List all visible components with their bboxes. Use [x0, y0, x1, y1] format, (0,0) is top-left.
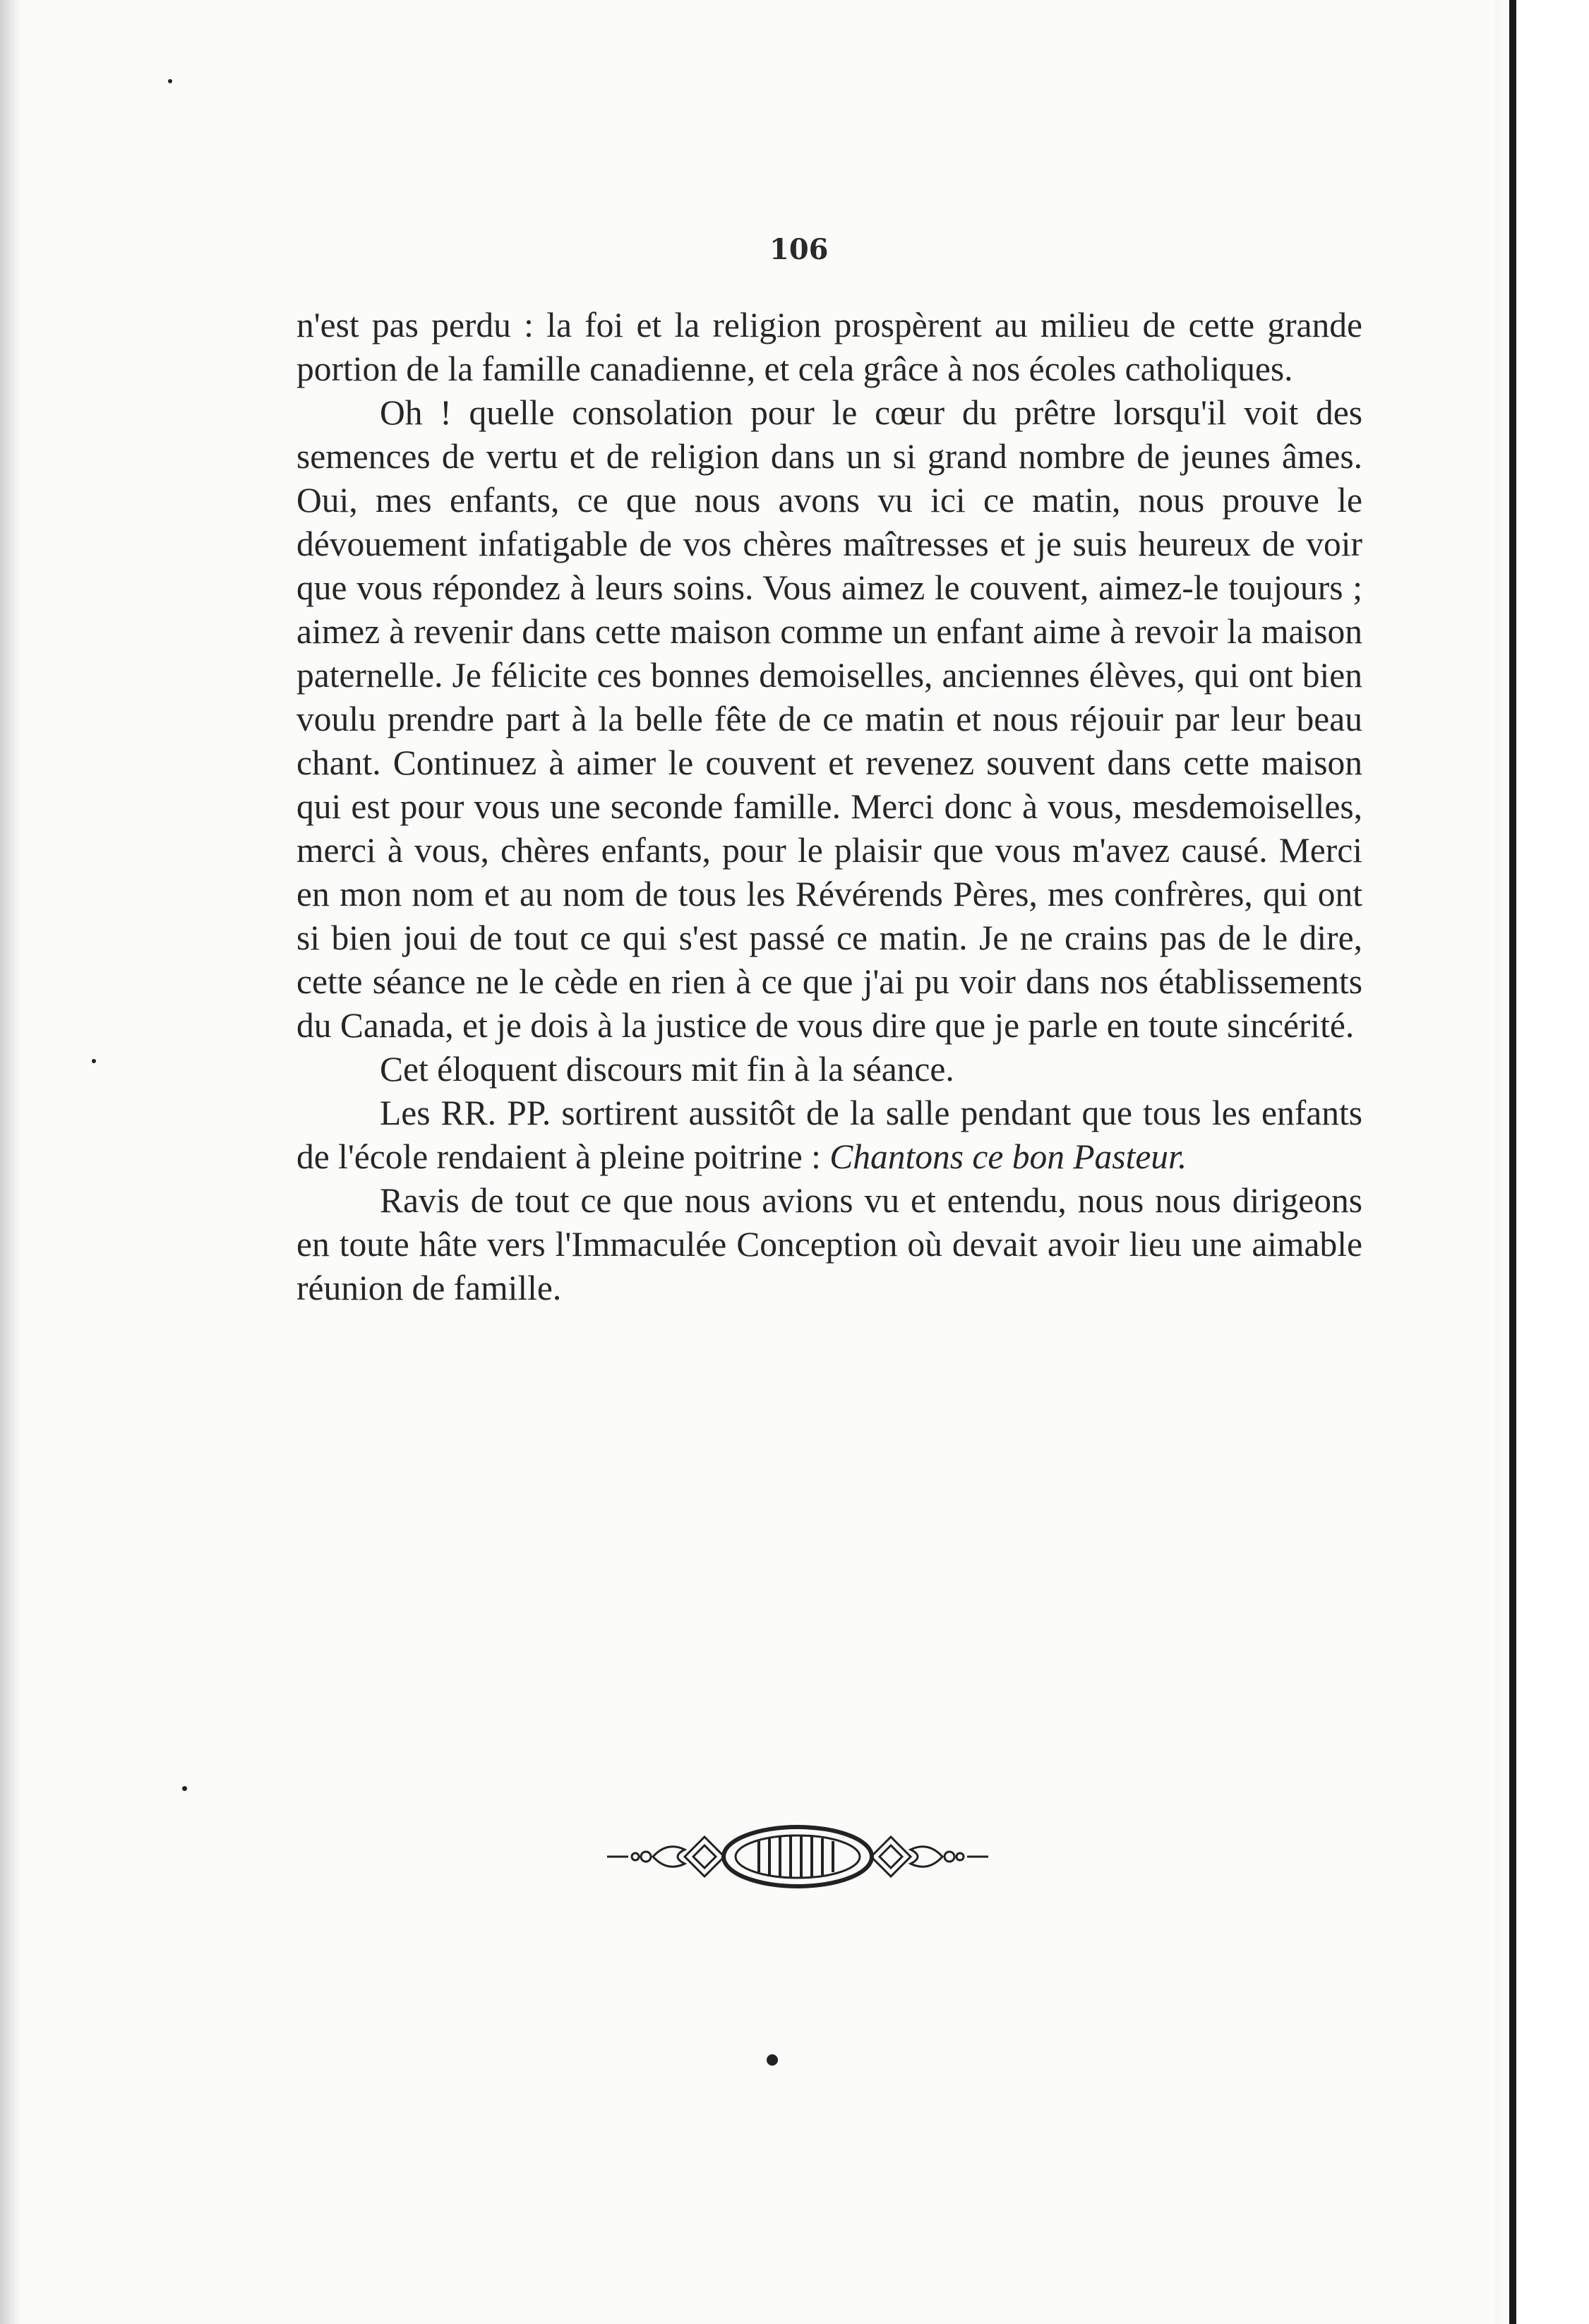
scan-speck — [168, 79, 172, 83]
paragraph-discourse-end: Cet éloquent discours mit fin à la séance. — [380, 1050, 954, 1089]
decorative-ornament-icon — [607, 1818, 988, 1895]
paragraph-continuation: n'est pas perdu : la foi et la religion prospèrent au milieu de cette grande portion de la famille canadienne, et cela grâce à nos écoles catholiques. — [296, 306, 1362, 388]
paragraph-closing: Ravis de tout ce que nous avions vu et entendu, nous nous dirigeons en toute hâte vers l'Immaculée Conception où devait avoir lieu une aimable réunion de famille. — [296, 1181, 1362, 1307]
paragraph-speech: Oh ! quelle consolation pour le cœur du prêtre lorsqu'il voit des semences de vertu et de religion dans un si grand nombre de jeunes âmes. Oui, mes enfants, ce que nous avons vu ici ce matin, nous prouve le dévouement infatigable de vos chères maîtresses et je suis heureux de voir que vous répondez à leurs soins. Vous aimez le couvent, aimez-le toujours ; aimez à revenir dans cette maison comme un enfant aime à revoir la maison paternelle. Je félicite ces bonnes demoiselles, anciennes élèves, qui ont bien voulu prendre part à la belle fête de ce matin et nous réjouir par leur beau chant. Continuez à aimer le couvent et revenez souvent dans cette maison qui est pour vous une seconde famille. Merci donc à vous, mesdemoiselles, merci à vous, chères enfants, pour le plaisir que vous m'avez causé. Merci en mon nom et au nom de tous les Révérends Pères, mes confrères, qui ont si bien joui de tout ce qui s'est passé ce matin. Je ne crains pas de le dire, cette séance ne le cède en rien à ce que j'ai pu voir dans nos établissements du Canada, et je dois à la justice de vous dire que je parle en toute sincérité. — [296, 393, 1362, 1045]
paragraph-departure — [296, 1091, 1362, 1179]
body-text — [296, 304, 1362, 1310]
page-number: 106 — [769, 233, 829, 266]
scan-speck — [182, 1786, 187, 1791]
song-title: Chantons ce bon Pasteur. — [829, 1137, 1187, 1176]
page-left-edge — [0, 0, 21, 2324]
scan-speck — [767, 2054, 778, 2066]
departure-text: Les RR. PP. sortirent aussitôt de la salle pendant que tous les enfants de l'école rendaient à pleine poitrine : — [296, 1094, 1362, 1176]
scan-binding-rule — [1509, 0, 1516, 2324]
scan-speck — [92, 1059, 96, 1063]
